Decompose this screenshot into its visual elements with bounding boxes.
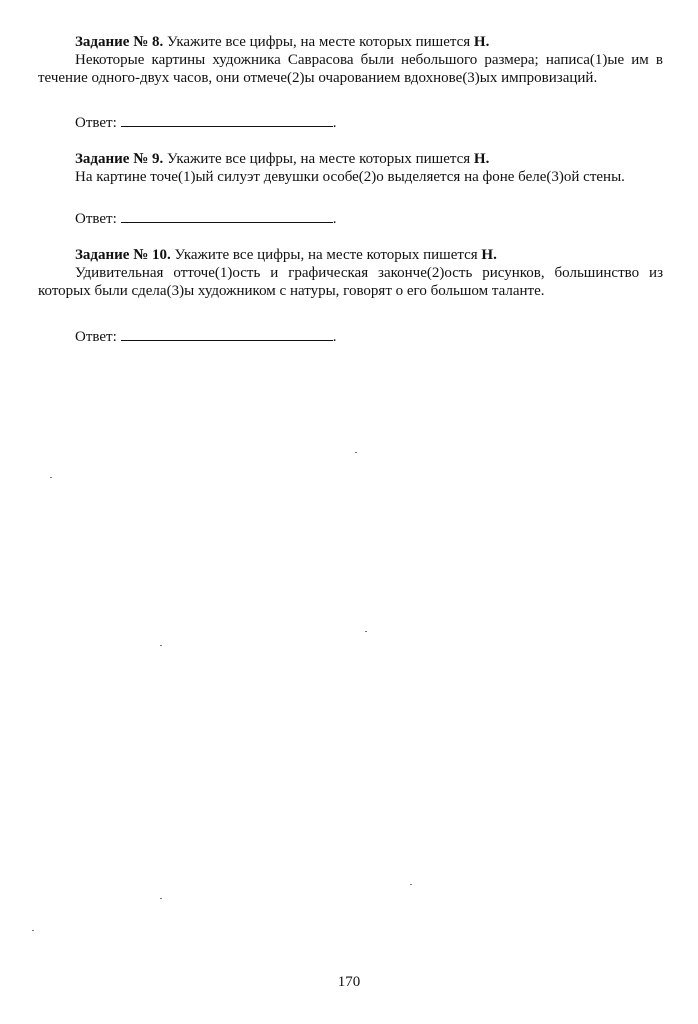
scan-speck (355, 452, 357, 453)
scan-speck (32, 930, 34, 931)
task-9-answer (75, 208, 337, 228)
scan-speck (50, 477, 52, 478)
task-9 (38, 150, 663, 186)
task-9-heading (75, 150, 663, 168)
task-9-answer-end: . (332, 211, 337, 227)
page-number: 170 (337, 974, 361, 990)
task-9-answer-line[interactable] (121, 208, 333, 223)
task-10-answer (75, 326, 337, 346)
task-10 (38, 246, 663, 300)
task-10-answer-label: Ответ: (75, 329, 117, 345)
task-8-instruction: Укажите все цифры, на месте которых пишется (163, 34, 474, 50)
task-10-number: Задание № 10. (75, 247, 171, 263)
task-9-number: Задание № 9. (75, 151, 164, 167)
task-10-answer-line[interactable] (121, 326, 333, 341)
task-9-letter: Н. (473, 151, 490, 167)
task-9-text: На картине точе(1)ый силуэт девушки особе(2)о выделяется на фоне беле(3)ой стены. (75, 169, 625, 185)
task-9-instruction: Укажите все цифры, на месте которых пишется (163, 151, 474, 167)
task-9-answer-label: Ответ: (75, 211, 117, 227)
task-10-heading (75, 246, 663, 264)
task-8-number: Задание № 8. (75, 34, 164, 50)
task-8 (38, 33, 663, 87)
task-10-instruction: Укажите все цифры, на месте которых пишется (170, 247, 482, 263)
task-10-letter: Н. (481, 247, 497, 263)
scan-speck (410, 884, 412, 885)
task-10-text: Удивительная отточе(1)ость и графическая законче(2)ость рисунков, большинство из которых были сдела(3)ы художником с натуры, говорят о его большом таланте. (38, 265, 663, 299)
task-8-text: Некоторые картины художника Саврасова были небольшого размера; написа(1)ые им в течение одного-двух часов, они отмече(2)ы очарованием вдохнове(3)ых импровизаций. (38, 52, 663, 86)
task-10-answer-end: . (332, 329, 337, 345)
task-8-answer-end: . (332, 115, 337, 131)
task-8-heading (75, 33, 663, 51)
task-8-answer (75, 112, 337, 132)
scan-speck (160, 898, 162, 899)
task-8-answer-line[interactable] (121, 112, 333, 127)
task-8-answer-label: Ответ: (75, 115, 117, 131)
task-8-letter: Н. (473, 34, 490, 50)
scan-speck (160, 645, 162, 646)
scan-speck (365, 631, 367, 632)
